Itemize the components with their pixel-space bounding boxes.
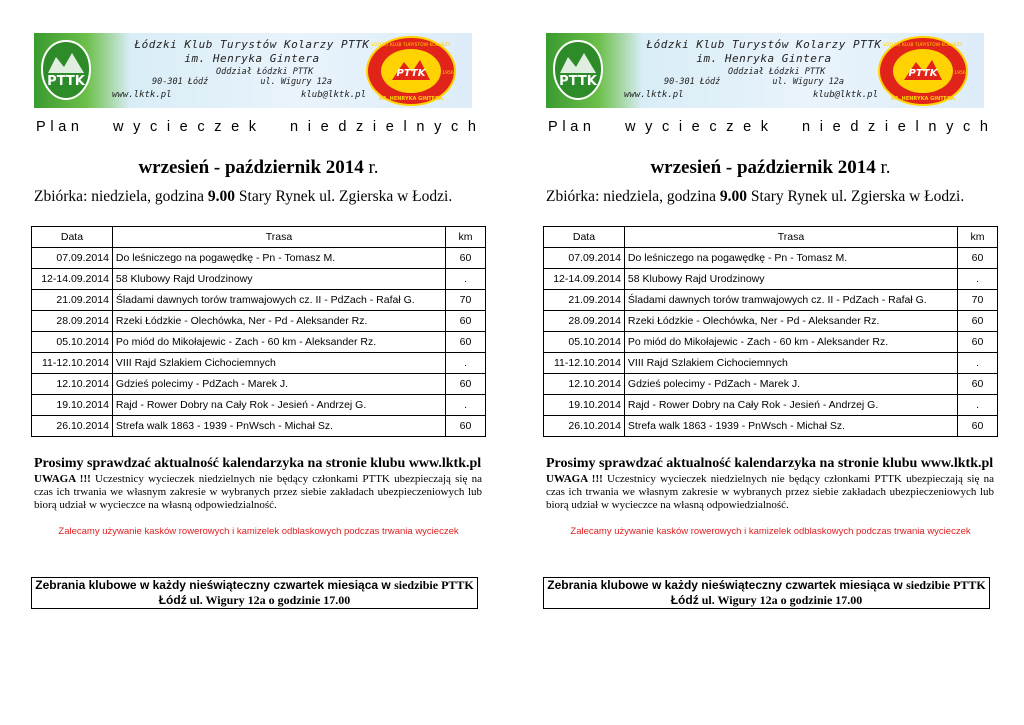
period-title-main: wrzesień - październik 2014	[138, 157, 369, 178]
insurance-warning	[546, 473, 994, 512]
svg-text:IM. HENRYKA GINTERA: IM. HENRYKA GINTERA	[379, 96, 443, 102]
schedule-row	[32, 353, 486, 374]
period-title	[31, 157, 486, 179]
cell-km: 70	[446, 290, 486, 311]
schedule-row	[544, 395, 998, 416]
helmet-recommendation: Zalecamy używanie kasków rowerowych i kamizelek odblaskowych podczas trwania wycieczek	[570, 526, 971, 537]
svg-text:IM. HENRYKA GINTERA: IM. HENRYKA GINTERA	[891, 96, 955, 102]
header-km: km	[446, 227, 486, 248]
meeting-prefix: Zbiórka: niedziela, godzina	[34, 188, 208, 205]
cell-date: 12.10.2014	[32, 374, 113, 395]
plan-word-1: P l a n	[36, 119, 79, 135]
cell-route: Do leśniczego na pogawędkę - Pn - Tomasz M.	[624, 248, 957, 269]
plan-word-2: w y c i e c z e k	[625, 119, 768, 135]
meetings-place: siedzibie PTTK	[394, 578, 474, 592]
cell-km: .	[446, 395, 486, 416]
pttk-logo	[550, 39, 606, 101]
club-branch: Oddział Łódzki PTTK	[728, 67, 826, 77]
cell-date: 12.10.2014	[544, 374, 625, 395]
club-email-link[interactable]: klub@lktk.pl	[300, 90, 366, 100]
cell-km: 60	[958, 374, 998, 395]
meetings-place: siedzibie PTTK	[906, 578, 986, 592]
insurance-warning	[34, 473, 482, 512]
club-name: Łódzki Klub Turystów Kolarzy PTTK	[134, 38, 370, 51]
cell-route: Gdzieś polecimy - PdZach - Marek J.	[624, 374, 957, 395]
warning-text: Uczestnicy wycieczek niedzielnych nie będący członkami PTTK ubezpieczają się na czas ich trwania we własnym zakresie w wybranych przez siebie zakładach ubezpieczeniowych lub biorą udział w wycieczce na własną odpowiedzialność.	[546, 473, 994, 511]
cell-date: 12-14.09.2014	[32, 269, 113, 290]
schedule-row	[544, 248, 998, 269]
schedule-header-row	[544, 227, 998, 248]
cell-route: 58 Klubowy Rajd Urodzinowy	[112, 269, 445, 290]
svg-text:ŁÓDZKI KLUB TURYSTÓW KOLARZY: ŁÓDZKI KLUB TURYSTÓW KOLARZY	[371, 43, 451, 48]
lktk-badge	[878, 36, 968, 106]
schedule-row	[544, 269, 998, 290]
schedule-table	[31, 226, 486, 437]
schedule-row	[544, 416, 998, 437]
meeting-place: Stary Rynek ul. Zgierska w Łodzi.	[747, 188, 965, 205]
cell-route: Do leśniczego na pogawędkę - Pn - Tomasz M.	[112, 248, 445, 269]
svg-text:1956: 1956	[954, 71, 966, 76]
helmet-recommendation: Zalecamy używanie kasków rowerowych i kamizelek odblaskowych podczas trwania wycieczek	[58, 526, 459, 537]
cell-km: 60	[446, 311, 486, 332]
schedule-row	[32, 311, 486, 332]
cell-route: VIII Rajd Szlakiem Cichociemnych	[624, 353, 957, 374]
cell-date: 11-12.10.2014	[32, 353, 113, 374]
cell-route: Strefa walk 1863 - 1939 - PnWsch - Michał Sz.	[112, 416, 445, 437]
cell-km: 60	[446, 332, 486, 353]
plan-word-3: n i e d z i e l n y c h	[290, 119, 476, 135]
cell-date: 07.09.2014	[32, 248, 113, 269]
cell-route: Śladami dawnych torów tramwajowych cz. II - PdZach - Rafał G.	[624, 290, 957, 311]
period-title-main: wrzesień - październik 2014	[650, 157, 881, 178]
cell-route: Rzeki Łódzkie - Olechówka, Ner - Pd - Aleksander Rz.	[624, 311, 957, 332]
cell-date: 28.09.2014	[544, 311, 625, 332]
warning-text: Uczestnicy wycieczek niedzielnych nie będący członkami PTTK ubezpieczają się na czas ich trwania we własnym zakresie w wybranych przez siebie zakładach ubezpieczeniowych lub biorą udział w wycieczce na własną odpowiedzialność.	[34, 473, 482, 511]
period-title-suffix: r.	[880, 157, 891, 178]
club-patron: im. Henryka Gintera	[696, 52, 832, 65]
schedule-row	[544, 374, 998, 395]
meeting-info	[34, 188, 452, 206]
cell-date: 19.10.2014	[32, 395, 113, 416]
header-date: Data	[544, 227, 625, 248]
meetings-text: Zebrania klubowe w każdy nieświąteczny czwartek miesiąca w	[547, 578, 907, 592]
check-website-note: Prosimy sprawdzać aktualność kalendarzyka na stronie klubu www.lktk.pl	[546, 456, 994, 471]
cell-km: 60	[958, 332, 998, 353]
cell-route: Śladami dawnych torów tramwajowych cz. II - PdZach - Rafał G.	[112, 290, 445, 311]
flyer-right	[543, 0, 1003, 725]
club-website-link[interactable]: www.lktk.pl	[624, 90, 684, 100]
schedule-table	[543, 226, 998, 437]
club-website-link[interactable]: www.lktk.pl	[112, 90, 172, 100]
cell-date: 26.10.2014	[32, 416, 113, 437]
meetings-address: ul. Wigury 12a o godzinie 17.00	[186, 593, 351, 607]
cell-km: .	[446, 353, 486, 374]
cell-km: 60	[446, 416, 486, 437]
club-address-block	[624, 38, 904, 100]
cell-date: 21.09.2014	[544, 290, 625, 311]
club-address	[112, 77, 392, 87]
schedule-row	[32, 269, 486, 290]
cell-route: Po miód do Mikołajewic - Zach - 60 km - Aleksander Rz.	[112, 332, 445, 353]
cell-route: Rajd - Rower Dobry na Cały Rok - Jesień - Andrzej G.	[112, 395, 445, 416]
meeting-time: 9.00	[719, 188, 748, 205]
meetings-address: ul. Wigury 12a o godzinie 17.00	[698, 593, 863, 607]
header-date: Data	[32, 227, 113, 248]
check-website-note: Prosimy sprawdzać aktualność kalendarzyka na stronie klubu www.lktk.pl	[34, 456, 482, 471]
cell-route: Rzeki Łódzkie - Olechówka, Ner - Pd - Aleksander Rz.	[112, 311, 445, 332]
cell-route: Po miód do Mikołajewic - Zach - 60 km - Aleksander Rz.	[624, 332, 957, 353]
club-street: ul. Wigury 12a	[772, 77, 844, 87]
cell-route: Strefa walk 1863 - 1939 - PnWsch - Michał Sz.	[624, 416, 957, 437]
cell-date: 11-12.10.2014	[544, 353, 625, 374]
schedule-row	[32, 248, 486, 269]
schedule-row	[32, 332, 486, 353]
club-meetings-box	[31, 577, 478, 609]
cell-km: .	[958, 353, 998, 374]
cell-km: .	[958, 395, 998, 416]
cell-date: 07.09.2014	[544, 248, 625, 269]
cell-km: .	[958, 269, 998, 290]
period-title-suffix: r.	[368, 157, 379, 178]
schedule-row	[32, 374, 486, 395]
cell-date: 21.09.2014	[32, 290, 113, 311]
club-branch: Oddział Łódzki PTTK	[216, 67, 314, 77]
cell-km: 60	[446, 374, 486, 395]
cell-date: 28.09.2014	[32, 311, 113, 332]
cell-date: 05.10.2014	[544, 332, 625, 353]
club-postal: 90-301 Łódź	[152, 77, 209, 87]
svg-text:ŁÓDZKI KLUB TURYSTÓW KOLARZY: ŁÓDZKI KLUB TURYSTÓW KOLARZY	[883, 43, 963, 48]
schedule-row	[544, 353, 998, 374]
cell-km: 60	[958, 416, 998, 437]
svg-text:1956: 1956	[442, 71, 454, 76]
club-street: ul. Wigury 12a	[260, 77, 332, 87]
meetings-text: Zebrania klubowe w każdy nieświąteczny czwartek miesiąca w	[35, 578, 395, 592]
cell-route: Rajd - Rower Dobry na Cały Rok - Jesień - Andrzej G.	[624, 395, 957, 416]
cell-km: 60	[446, 248, 486, 269]
cell-date: 05.10.2014	[32, 332, 113, 353]
meeting-info	[546, 188, 964, 206]
cell-date: 12-14.09.2014	[544, 269, 625, 290]
club-postal: 90-301 Łódź	[664, 77, 721, 87]
club-address	[624, 77, 904, 87]
plan-heading	[36, 119, 476, 135]
schedule-row	[32, 290, 486, 311]
period-title	[543, 157, 998, 179]
lktk-badge	[366, 36, 456, 106]
schedule-row	[544, 311, 998, 332]
warning-label: UWAGA !!!	[34, 473, 91, 485]
meetings-city: Łódź	[158, 593, 187, 607]
club-patron: im. Henryka Gintera	[184, 52, 320, 65]
cell-date: 26.10.2014	[544, 416, 625, 437]
schedule-row	[544, 332, 998, 353]
meeting-time: 9.00	[207, 188, 236, 205]
club-name: Łódzki Klub Turystów Kolarzy PTTK	[646, 38, 882, 51]
plan-word-3: n i e d z i e l n y c h	[802, 119, 988, 135]
club-banner	[34, 33, 472, 108]
pttk-logo	[38, 39, 94, 101]
warning-label: UWAGA !!!	[546, 473, 603, 485]
club-contacts	[624, 90, 904, 100]
club-contacts	[112, 90, 392, 100]
header-km: km	[958, 227, 998, 248]
cell-route: 58 Klubowy Rajd Urodzinowy	[624, 269, 957, 290]
club-address-block	[112, 38, 392, 100]
plan-heading	[548, 119, 988, 135]
header-route: Trasa	[112, 227, 445, 248]
cell-km: 60	[958, 248, 998, 269]
meeting-prefix: Zbiórka: niedziela, godzina	[546, 188, 720, 205]
club-meetings-box	[543, 577, 990, 609]
cell-route: VIII Rajd Szlakiem Cichociemnych	[112, 353, 445, 374]
svg-text:PTTK: PTTK	[396, 68, 426, 79]
flyer-left	[31, 0, 491, 725]
schedule-row	[544, 290, 998, 311]
club-banner	[546, 33, 984, 108]
cell-km: 60	[958, 311, 998, 332]
schedule-row	[32, 395, 486, 416]
schedule-header-row	[32, 227, 486, 248]
header-route: Trasa	[624, 227, 957, 248]
plan-word-1: P l a n	[548, 119, 591, 135]
club-email-link[interactable]: klub@lktk.pl	[812, 90, 878, 100]
svg-text:PTTK: PTTK	[908, 68, 938, 79]
schedule-row	[32, 416, 486, 437]
meetings-city: Łódź	[670, 593, 699, 607]
cell-km: .	[446, 269, 486, 290]
cell-date: 19.10.2014	[544, 395, 625, 416]
svg-text:PTTK: PTTK	[559, 74, 597, 89]
cell-km: 70	[958, 290, 998, 311]
cell-route: Gdzieś polecimy - PdZach - Marek J.	[112, 374, 445, 395]
plan-word-2: w y c i e c z e k	[113, 119, 256, 135]
svg-text:PTTK: PTTK	[47, 74, 85, 89]
meeting-place: Stary Rynek ul. Zgierska w Łodzi.	[235, 188, 453, 205]
